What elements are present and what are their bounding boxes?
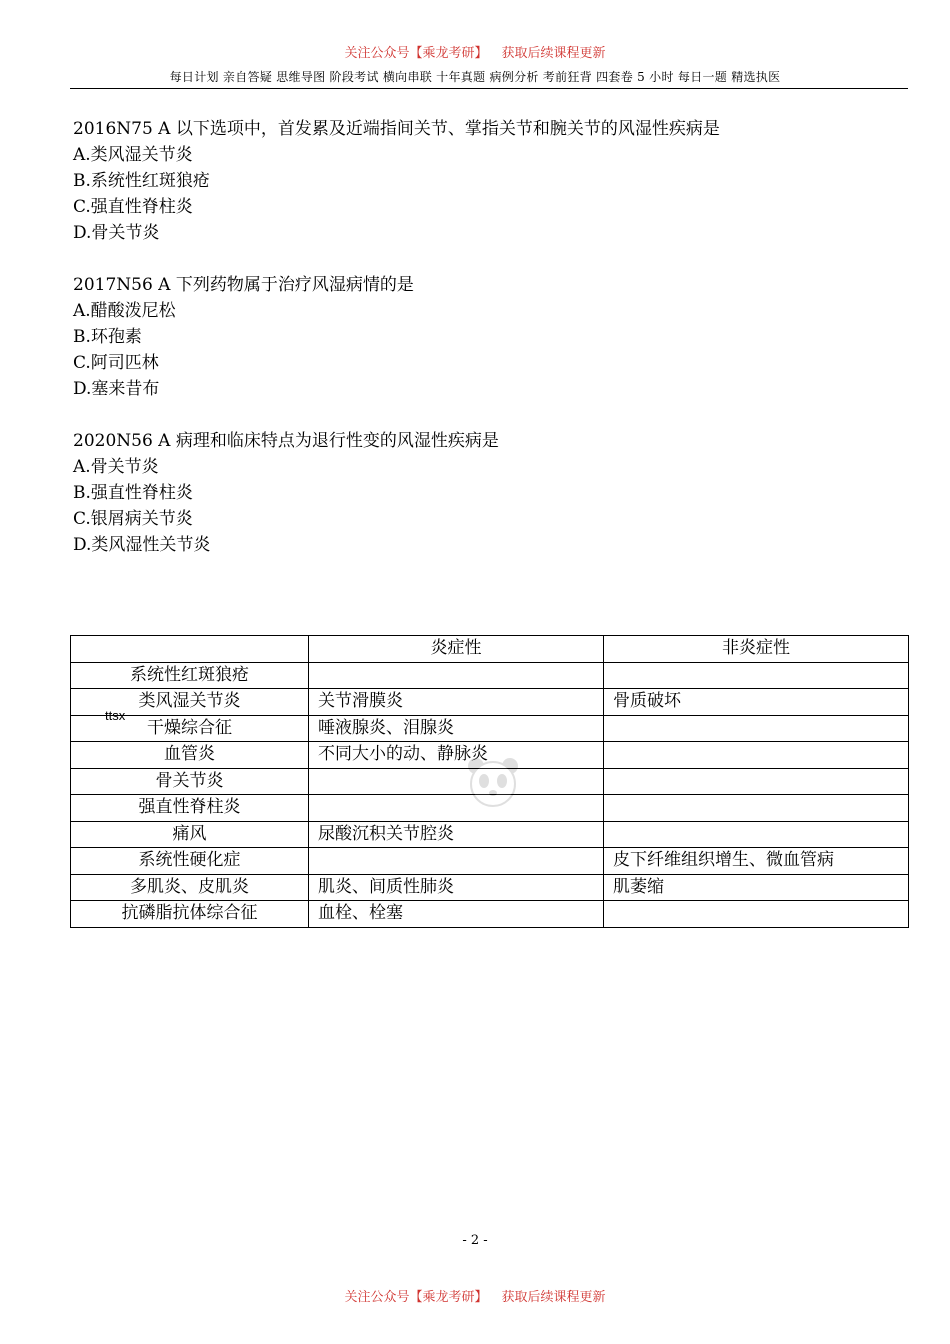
inflammatory-cell: 肌炎、间质性肺炎 [309,874,604,901]
non-inflammatory-cell [604,715,909,742]
disease-cell: 抗磷脂抗体综合征 [71,901,309,928]
table-header-cell: 炎症性 [309,636,604,663]
table-row [71,662,909,689]
question-stem: 2020N56 A 病理和临床特点为退行性变的风湿性疾病是 [73,431,499,451]
option-c: C.阿司匹林 [73,353,159,373]
table-row [71,689,909,716]
header-promo-tail: 获取后续课程更新 [501,46,606,61]
option-a: A.醋酸泼尼松 [73,301,176,321]
table-row [71,715,909,742]
table-row [71,821,909,848]
non-inflammatory-cell: 皮下纤维组织增生、微血管病 [604,848,909,875]
ttsx-stamp: ttsx [105,708,126,723]
table-header-cell: 非炎症性 [604,636,909,663]
option-b: B.环孢素 [73,327,142,347]
footer-promo [0,1286,950,1305]
footer-promo-tail: 获取后续课程更新 [501,1290,606,1305]
non-inflammatory-cell [604,742,909,769]
disease-cell: 血管炎 [71,742,309,769]
table-header-row [71,636,909,663]
option-a: A.骨关节炎 [73,457,159,477]
page-number: - 2 - [462,1233,488,1248]
option-c: C.强直性脊柱炎 [73,197,193,217]
inflammatory-cell [309,795,604,822]
question-2016n75 [73,116,720,246]
question-stem: 2017N56 A 下列药物属于治疗风湿病情的是 [73,275,414,295]
table-header-cell [71,636,309,663]
inflammatory-cell: 关节滑膜炎 [309,689,604,716]
inflammatory-cell: 血栓、栓塞 [309,901,604,928]
inflammatory-cell [309,848,604,875]
disease-cell: 多肌炎、皮肌炎 [71,874,309,901]
non-inflammatory-cell [604,768,909,795]
table-row [71,848,909,875]
inflammatory-cell: 不同大小的动、静脉炎 [309,742,604,769]
option-d: D.塞来昔布 [73,379,160,399]
option-b: B.强直性脊柱炎 [73,483,193,503]
header-promo [0,42,950,61]
disease-cell: 骨关节炎 [71,768,309,795]
question-2017n56 [73,272,414,402]
inflammatory-cell: 唾液腺炎、泪腺炎 [309,715,604,742]
option-c: C.银屑病关节炎 [73,509,193,529]
table-row [71,874,909,901]
disease-cell: 类风湿关节炎 [71,689,309,716]
disease-cell: 系统性红斑狼疮 [71,662,309,689]
footer-promo-brand: 关注公众号【乘龙考研】 [344,1290,488,1305]
non-inflammatory-cell: 肌萎缩 [604,874,909,901]
question-2020n56 [73,428,499,558]
option-a: A.类风湿关节炎 [73,145,193,165]
non-inflammatory-cell [604,821,909,848]
option-b: B.系统性红斑狼疮 [73,171,210,191]
header-nav: 每日计划 亲自答疑 思维导图 阶段考试 横向串联 十年真题 病例分析 考前狂背 四套卷 5 小时 每日一题 精选执医 [169,70,781,84]
header-divider [70,88,908,89]
inflammatory-cell [309,662,604,689]
non-inflammatory-cell [604,901,909,928]
option-d: D.类风湿性关节炎 [73,535,211,555]
disease-cell: 强直性脊柱炎 [71,795,309,822]
non-inflammatory-cell [604,795,909,822]
disease-cell: 痛风 [71,821,309,848]
question-stem: 2016N75 A 以下选项中，首发累及近端指间关节、掌指关节和腕关节的风湿性疾病是 [73,119,720,139]
inflammatory-cell: 尿酸沉积关节腔炎 [309,821,604,848]
non-inflammatory-cell: 骨质破坏 [604,689,909,716]
inflammatory-cell [309,768,604,795]
disease-cell: 系统性硬化症 [71,848,309,875]
panda-icon [462,752,524,814]
table-row [71,901,909,928]
header-promo-brand: 关注公众号【乘龙考研】 [344,46,488,61]
non-inflammatory-cell [604,662,909,689]
option-d: D.骨关节炎 [73,223,160,243]
disease-cell: 干燥综合征 [71,715,309,742]
